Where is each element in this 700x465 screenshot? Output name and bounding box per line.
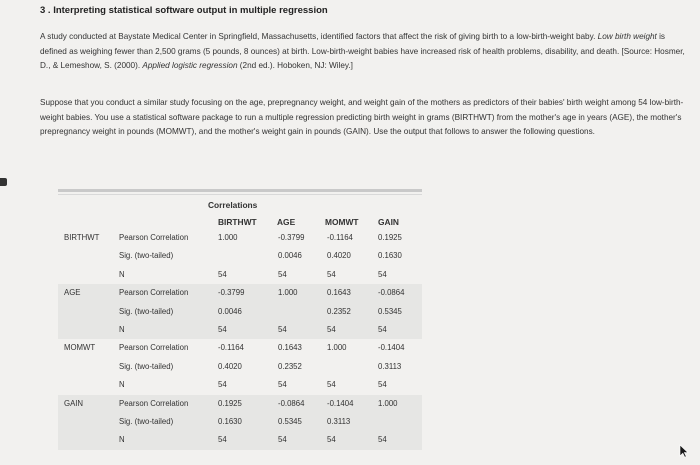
column-header: MOMWT: [325, 217, 359, 227]
stat-label: N: [119, 269, 125, 279]
table-cell: -0.1164: [327, 233, 353, 242]
table-cell: 54: [327, 325, 336, 334]
stat-label: Sig. (two-tailed): [119, 251, 174, 261]
table-cell: 54: [327, 435, 336, 445]
table-cell: -0.3799: [278, 233, 305, 242]
intro-paragraph: [40, 30, 690, 74]
table-title: Correlations: [208, 200, 258, 210]
table-cell: 54: [278, 380, 287, 390]
column-header: GAIN: [378, 217, 399, 227]
table-cell: 0.5345: [378, 306, 402, 316]
question-heading: 3 . Interpreting statistical software output in multiple regression: [40, 5, 328, 16]
column-header: AGE: [277, 217, 296, 227]
stat-label: Pearson Correlation: [119, 398, 189, 408]
intro-em-book: Applied logistic regression: [142, 61, 238, 71]
table-cell: 0.2352: [327, 306, 351, 316]
table-cell: 54: [218, 380, 227, 390]
stat-label: Pearson Correlation: [119, 288, 189, 298]
stat-label: Sig. (two-tailed): [119, 417, 174, 426]
variable-label: GAIN: [64, 398, 84, 408]
stat-label: Sig. (two-tailed): [119, 306, 174, 316]
table-cell: 0.1643: [278, 343, 302, 353]
variable-label: MOMWT: [64, 343, 96, 353]
variable-label: BIRTHWT: [64, 233, 100, 242]
table-cell: 0.1643: [327, 288, 351, 298]
stat-label: Sig. (two-tailed): [119, 361, 174, 371]
table-cell: 54: [327, 269, 336, 279]
table-cell: 0.0046: [278, 251, 302, 261]
table-cell: -0.1404: [327, 398, 354, 408]
table-cell: 54: [278, 325, 287, 334]
stat-label: N: [119, 325, 125, 334]
table-cell: -0.0864: [378, 288, 405, 298]
table-cell: 0.3113: [327, 417, 351, 426]
table-header-rule: [58, 194, 422, 195]
table-cell: 0.2352: [278, 361, 302, 371]
variable-label: AGE: [64, 288, 81, 298]
stat-label: Pearson Correlation: [119, 233, 189, 242]
table-cell: 54: [218, 269, 227, 279]
scenario-paragraph: Suppose that you conduct a similar study focusing on the age, prepregnancy weight, and weight gain of the mothers as predictors of their babies' birth weight among 54 low-birth-weight babies. You use a statistical software package to run a multiple regression predicting birth weight in grams (BIRTHWT) from the mother's age in years (AGE), the mother's prepregnancy weight in pounds (MOMWT), and the mother's weight gain in pounds (GAIN). Use the output that follows to answer the following questions.: [40, 98, 684, 137]
table-cell: 54: [218, 325, 227, 334]
margin-marker: [0, 178, 7, 186]
table-cell: 0.0046: [218, 306, 242, 316]
mouse-pointer-icon: [679, 444, 689, 458]
table-cell: 54: [327, 380, 336, 390]
table-cell: 0.1630: [378, 251, 402, 261]
table-cell: 0.1925: [378, 233, 402, 242]
table-cell: -0.3799: [218, 288, 245, 298]
table-cell: 54: [378, 325, 387, 334]
table-cell: 54: [378, 380, 387, 390]
table-cell: 54: [378, 269, 387, 279]
table-cell: -0.1164: [218, 343, 244, 353]
table-cell: 54: [278, 269, 287, 279]
table-cell: 0.1630: [218, 417, 242, 426]
table-cell: 1.000: [218, 233, 238, 242]
intro-em-term: Low birth weight: [597, 32, 657, 41]
table-cell: 54: [218, 435, 227, 445]
table-top-rule: [58, 189, 422, 192]
stat-label: Pearson Correlation: [119, 343, 189, 353]
intro-tail: (2nd ed.). Hoboken, NJ: Wiley.]: [237, 61, 353, 71]
table-cell: 54: [378, 435, 387, 445]
intro-mid: is defined as weighing fewer than 2,500 grams (5 pounds, 8 ounces) at birth. Low-birth-weight babies have increased risk of health problems, disability, and death. [Source: Hosmer, D., & Lemeshow, S. (2000).: [40, 32, 685, 71]
table-cell: 0.3113: [378, 361, 402, 371]
table-cell: 0.4020: [327, 251, 351, 261]
table-cell: 0.1925: [218, 398, 242, 408]
stat-label: N: [119, 435, 125, 445]
table-cell: 0.5345: [278, 417, 302, 426]
table-cell: 1.000: [378, 398, 398, 408]
table-cell: 1.000: [278, 288, 298, 298]
table-cell: -0.1404: [378, 343, 405, 353]
table-cell: 54: [278, 435, 287, 445]
table-cell: 1.000: [327, 343, 347, 353]
table-cell: 0.4020: [218, 361, 242, 371]
intro-lead: A study conducted at Baystate Medical Center in Springfield, Massachusetts, identified factors that affect the risk of giving birth to a low-birth-weight baby.: [40, 32, 598, 41]
column-header: BIRTHWT: [218, 217, 257, 227]
table-cell: -0.0864: [278, 398, 305, 408]
stat-label: N: [119, 380, 125, 390]
